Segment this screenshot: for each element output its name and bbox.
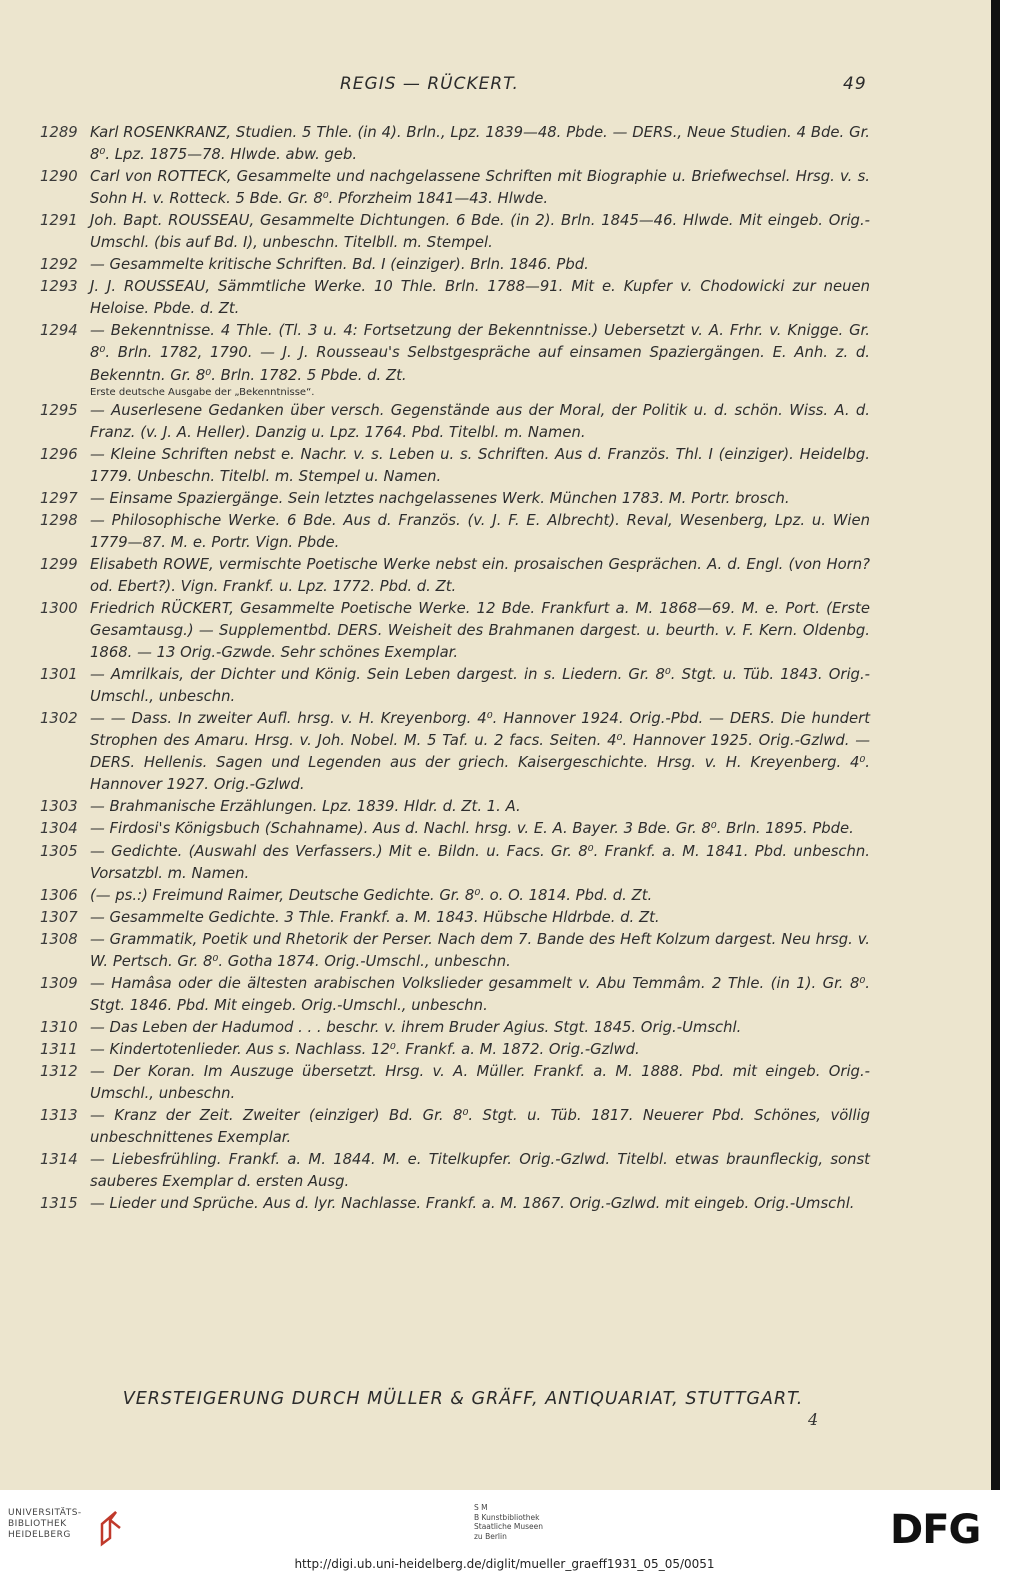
lot-number: 1296 (40, 445, 78, 463)
page-number: 49 (843, 74, 867, 94)
lot-number: 1306 (40, 886, 78, 904)
lot-description-text: — Brahmanische Erzählungen. Lpz. 1839. Hldr. d. Zt. 1. A. (90, 798, 521, 816)
lot-number: 1293 (40, 278, 78, 296)
catalog-entry (40, 1149, 870, 1193)
catalog-entry (40, 841, 870, 885)
lot-description (90, 1039, 870, 1061)
signature-mark: 4 (808, 1410, 819, 1429)
smb-kunstbibliothek-logo[interactable] (474, 1503, 543, 1541)
uni-line: HEIDELBERG (8, 1530, 71, 1540)
lot-number: 1294 (40, 322, 78, 340)
lot-description-text: — Liebesfrühling. Frankf. a. M. 1844. M. e. Titelkupfer. Orig.-Gzlwd. Titelbl. etwas braunfleckig, sonst sauberes Exemplar d. ersten Ausg. (90, 1151, 870, 1191)
lot-description (90, 400, 870, 444)
lot-description (90, 444, 870, 488)
lot-number: 1315 (40, 1195, 78, 1213)
lot-description-text: — Einsame Spaziergänge. Sein letztes nachgelassenes Werk. München 1783. M. Portr. brosch. (90, 489, 790, 507)
catalog-entry (40, 488, 870, 510)
lot-number: 1305 (40, 842, 78, 860)
lot-description-text: — Hamâsa oder die ältesten arabischen Volkslieder gesammelt v. Abu Temmâm. 2 Thle. (in 1). Gr. 8⁰. Stgt. 1846. Pbd. Mit eingeb. Orig.-Umschl., unbeschn. (90, 974, 870, 1014)
catalog-entry (40, 444, 870, 488)
lot-number: 1311 (40, 1040, 78, 1058)
lot-description-text: — Auserlesene Gedanken über versch. Gegenstände aus der Moral, der Politik u. d. schön. Wiss. A. d. Franz. (v. J. A. Heller). Danzig u. Lpz. 1764. Pbd. Titelbl. m. Namen. (90, 401, 870, 441)
lot-description (90, 907, 870, 929)
lot-description (90, 320, 870, 399)
lot-description (90, 122, 870, 166)
lot-description (90, 1193, 870, 1215)
lot-number: 1307 (40, 908, 78, 926)
smb-line: Staatliche Museen (474, 1522, 543, 1531)
source-url-link[interactable]: http://digi.ub.uni-heidelberg.de/diglit/mueller_graeff1931_05_05/0051 (294, 1557, 715, 1571)
lot-description (90, 210, 870, 254)
lot-description-text: — Firdosi's Königsbuch (Schahname). Aus d. Nachl. hrsg. v. E. A. Bayer. 3 Bde. Gr. 8⁰. Brln. 1895. Pbde. (90, 820, 854, 838)
lot-description (90, 929, 870, 973)
lot-description-text: — Gesammelte Gedichte. 3 Thle. Frankf. a. M. 1843. Hübsche Hldrbde. d. Zt. (90, 908, 660, 926)
lot-number: 1308 (40, 930, 78, 948)
catalog-entry (40, 1061, 870, 1105)
lot-description-text: — Amrilkais, der Dichter und König. Sein Leben dargest. in s. Liedern. Gr. 8⁰. Stgt. u. Tüb. 1843. Orig.-Umschl., unbeschn. (90, 666, 870, 706)
university-library-logo[interactable] (8, 1508, 82, 1541)
catalog-entry (40, 818, 870, 840)
lot-number: 1303 (40, 798, 78, 816)
lot-description-text: Karl ROSENKRANZ, Studien. 5 Thle. (in 4). Brln., Lpz. 1839—48. Pbde. — DERS., Neue Studien. 4 Bde. Gr. 8⁰. Lpz. 1875—78. Hlwde. abw. geb. (90, 124, 870, 164)
smb-line: B Kunstbibliothek (474, 1512, 540, 1522)
lot-description (90, 818, 870, 840)
lot-description-text: Friedrich RÜCKERT, Gesammelte Poetische Werke. 12 Bde. Frankfurt a. M. 1868—69. M. e. Port. (Erste Gesamtausg.) — Supplementbd. DERS. Weisheit des Brahmanen dargest. u. beurth. v. F. Kern. Oldenbg. 1868. — 13 Orig.-Gzwde. Sehr schönes Exemplar. (90, 599, 870, 662)
lot-description-text: — Der Koran. Im Auszuge übersetzt. Hrsg. v. A. Müller. Frankf. a. M. 1888. Pbd. mit eingeb. Orig.-Umschl., unbeschn. (90, 1062, 870, 1103)
lot-description-text: — Kleine Schriften nebst e. Nachr. v. s. Leben u. s. Schriften. Aus d. Französ. Thl. I (einziger). Heidelbg. 1779. Unbeschn. Titelbl. m. Stempel u. Namen. (90, 445, 870, 485)
lot-description (90, 598, 870, 664)
lot-description (90, 254, 870, 276)
university-emblem-icon (94, 1508, 124, 1550)
lot-description-text: — Grammatik, Poetik und Rhetorik der Perser. Nach dem 7. Bande des Heft Kolzum dargest. Neu hrsg. v. W. Pertsch. Gr. 8⁰. Gotha 1874. Orig.-Umschl., unbeschn. (90, 930, 870, 970)
catalog-entry (40, 1105, 870, 1149)
lot-description-text: — Lieder und Sprüche. Aus d. lyr. Nachlasse. Frankf. a. M. 1867. Orig.-Gzlwd. mit eingeb. Orig.-Umschl. (90, 1195, 855, 1213)
catalog-entry (40, 254, 870, 276)
lot-description (90, 885, 870, 907)
catalog-entry (40, 664, 870, 708)
lot-description (90, 796, 870, 818)
catalog-entry (40, 929, 870, 973)
lot-number: 1309 (40, 974, 78, 992)
lot-description (90, 276, 870, 320)
catalog-entry (40, 510, 870, 554)
catalog-entry (40, 166, 870, 210)
dfg-logo[interactable]: DFG (890, 1507, 981, 1553)
lot-description (90, 708, 870, 796)
footer-imprint: VERSTEIGERUNG DURCH MÜLLER & GRÄFF, ANTIQUARIAT, STUTTGART. (122, 1389, 804, 1409)
lot-description (90, 554, 870, 598)
catalog-entry (40, 708, 870, 796)
catalog-entry (40, 1017, 870, 1039)
lot-note: Erste deutsche Ausgabe der „Bekenntnisse“. (90, 386, 315, 398)
lot-number: 1301 (40, 666, 78, 684)
lot-description (90, 841, 870, 885)
lot-description-text: — Philosophische Werke. 6 Bde. Aus d. Französ. (v. J. F. E. Albrecht). Reval, Wesenberg, Lpz. u. Wien 1779—87. M. e. Portr. Vign. Pbde. (90, 511, 870, 551)
catalog-entry (40, 885, 870, 907)
catalog-entry (40, 973, 870, 1017)
lot-description-text: — Kranz der Zeit. Zweiter (einziger) Bd. Gr. 8⁰. Stgt. u. Tüb. 1817. Neuerer Pbd. Schönes, völlig unbeschnittenes Exemplar. (90, 1107, 870, 1147)
lot-number: 1312 (40, 1062, 78, 1080)
lot-description-text: — Das Leben der Hadumod . . . beschr. v. ihrem Bruder Agius. Stgt. 1845. Orig.-Umschl. (90, 1018, 742, 1036)
catalog-entry (40, 796, 870, 818)
lot-description (90, 1017, 870, 1039)
lot-description (90, 488, 870, 510)
lot-number: 1297 (40, 489, 78, 507)
lot-number: 1302 (40, 710, 78, 728)
uni-line: UNIVERSITÄTS- (8, 1508, 82, 1518)
lot-number: 1298 (40, 511, 78, 529)
lot-number: 1292 (40, 256, 78, 274)
catalog-entry (40, 210, 870, 254)
uni-line: BIBLIOTHEK (8, 1519, 67, 1529)
lot-description-text: Joh. Bapt. ROUSSEAU, Gesammelte Dichtungen. 6 Bde. (in 2). Brln. 1845—46. Hlwde. Mit eingeb. Orig.-Umschl. (bis auf Bd. I), unbeschn. Titelbll. m. Stempel. (90, 212, 870, 252)
lot-description-text: Elisabeth ROWE, vermischte Poetische Werke nebst ein. prosaischen Gesprächen. A. d. Engl. (von Horn? od. Ebert?). Vign. Frankf. u. Lpz. 1772. Pbd. d. Zt. (90, 555, 870, 595)
lot-description-text: — Bekenntnisse. 4 Thle. (Tl. 3 u. 4: Fortsetzung der Bekenntnisse.) Uebersetzt v. A. Frhr. v. Knigge. Gr. 8⁰. Brln. 1782, 1790. — J. J. Rousseau's Selbstgespräche auf einsamen Spaziergängen. E. Anh. z. d. Bekenntn. Gr. 8⁰. Brln. 1782. 5 Pbde. d. Zt. (90, 322, 870, 384)
header-title: REGIS — RÜCKERT. (340, 74, 519, 94)
lot-number: 1304 (40, 820, 78, 838)
catalog-entry (40, 598, 870, 664)
lot-description-text: — Kindertotenlieder. Aus s. Nachlass. 12⁰. Frankf. a. M. 1872. Orig.-Gzlwd. (90, 1040, 640, 1058)
lot-description-text: — — Dass. In zweiter Aufl. hrsg. v. H. Kreyenborg. 4⁰. Hannover 1924. Orig.-Pbd. — DERS. Die hundert Strophen des Amaru. Hrsg. v. Joh. Nobel. M. 5 Taf. u. 2 facs. Seiten. 4⁰. Hannover 1925. Orig.-Gzlwd. — DERS. Hellenis. Sagen und Legenden aus der griech. Kaisergeschichte. Hrsg. v. H. Kreyenberg. 4⁰. Hannover 1927. Orig.-Gzlwd. (90, 710, 870, 794)
lot-description-text: J. J. ROUSSEAU, Sämmtliche Werke. 10 Thle. Brln. 1788—91. Mit e. Kupfer v. Chodowicki zur neuen Heloise. Pbde. d. Zt. (90, 278, 870, 318)
catalog-entry (40, 400, 870, 444)
lot-description (90, 510, 870, 554)
lot-description (90, 1061, 870, 1105)
catalog-entry (40, 1039, 870, 1061)
lot-number: 1289 (40, 124, 78, 141)
lot-description-text: Carl von ROTTECK, Gesammelte und nachgelassene Schriften mit Biographie u. Briefwechsel. Hrsg. v. s. Sohn H. v. Rotteck. 5 Bde. Gr. 8⁰. Pforzheim 1841—43. Hlwde. (90, 168, 870, 208)
lot-description (90, 973, 870, 1017)
running-header (0, 74, 1000, 96)
catalog-entry (40, 1193, 870, 1215)
catalog-entry (40, 276, 870, 320)
lot-description-text: (— ps.:) Freimund Raimer, Deutsche Gedichte. Gr. 8⁰. o. O. 1814. Pbd. d. Zt. (90, 886, 653, 904)
catalog-entries (40, 122, 870, 1215)
lot-number: 1299 (40, 555, 78, 573)
lot-number: 1314 (40, 1151, 78, 1169)
lot-number: 1291 (40, 212, 78, 230)
lot-description (90, 1149, 870, 1193)
lot-number: 1300 (40, 599, 78, 617)
lot-number: 1313 (40, 1107, 78, 1125)
catalog-entry (40, 122, 870, 166)
smb-line: zu Berlin (474, 1531, 507, 1541)
catalog-entry (40, 907, 870, 929)
lot-description (90, 1105, 870, 1149)
lot-number: 1310 (40, 1018, 78, 1036)
lot-description (90, 166, 870, 210)
lot-description (90, 664, 870, 708)
lot-description-text: — Gesammelte kritische Schriften. Bd. I (einziger). Brln. 1846. Pbd. (90, 256, 589, 274)
catalog-entry (40, 320, 870, 399)
lot-description-text: — Gedichte. (Auswahl des Verfassers.) Mit e. Bildn. u. Facs. Gr. 8⁰. Frankf. a. M. 1841. Pbd. unbeschn. Vorsatzbl. m. Namen. (90, 842, 870, 882)
lot-number: 1290 (40, 168, 78, 186)
catalog-entry (40, 554, 870, 598)
lot-number: 1295 (40, 401, 78, 419)
smb-line: S M (474, 1503, 488, 1512)
